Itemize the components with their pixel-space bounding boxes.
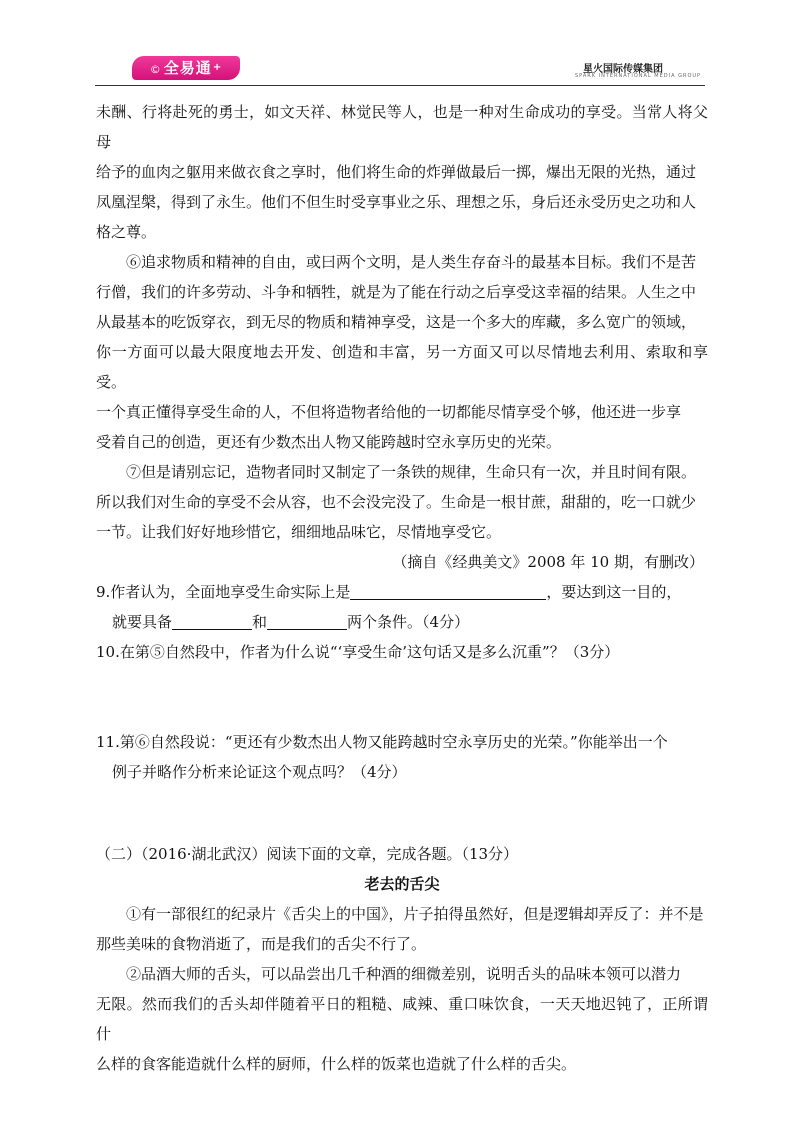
paragraph-continued [96, 97, 708, 247]
text-line: 行僧，我们的许多劳动、斗争和牺牲，就是为了能在行动之后享受这幸福的结果。人生之中 [96, 283, 697, 301]
answer-blank-3[interactable] [267, 613, 347, 630]
text-line: 么样的食客能造就什么样的厨师，什么样的饭菜也造就了什么样的舌尖。 [96, 1055, 577, 1073]
text-line: 从最基本的吃饭穿衣，到无尽的物质和精神享受，这是一个多大的库藏，多么宽广的领域， [96, 313, 697, 331]
logo-mark: © [149, 63, 162, 76]
question-9-continued [96, 607, 708, 637]
brand-logo [132, 56, 240, 80]
paragraph-2 [96, 959, 708, 1079]
question-9-text-a: 9.作者认为，全面地享受生命实际上是 [96, 583, 351, 601]
text-line: 所以我们对生命的享受不会从容，也不会没完没了。生命是一根甘蔗，甜甜的，吃一口就少 [96, 493, 697, 511]
section-2-intro: （二）（2016·湖北武汉）阅读下面的文章，完成各题。（13分） [96, 845, 519, 863]
paragraph-6 [96, 247, 708, 457]
article-title: 老去的舌尖 [364, 875, 440, 893]
answer-space-11[interactable] [96, 787, 708, 839]
publisher-subtitle: SPARK INTERNATIONAL MEDIA GROUP [575, 73, 702, 79]
header-divider [95, 85, 705, 86]
source-citation: （摘自《经典美文》2008 年 10 期，有删改） [392, 553, 704, 571]
question-9-text-d: 和 [252, 613, 268, 631]
text-line: 受着自己的创造，更还有少数杰出人物又能跨越时空永享历史的光荣。 [96, 433, 562, 451]
logo-star-icon: + [212, 62, 223, 73]
question-9-text-b: ，要达到这一目的， [546, 583, 682, 601]
question-11-continued: 例子并略作分析来论证这个观点吗？（4分） [112, 763, 407, 781]
text-line: 格之尊。 [96, 223, 157, 241]
text-line: 未酬、行将赴死的勇士，如文天祥、林觉民等人，也是一种对生命成功的享受。当常人将父母 [96, 103, 708, 151]
answer-blank-1[interactable] [350, 583, 546, 600]
question-9-text-c: 就要具备 [112, 613, 173, 631]
text-line: 一节。让我们好好地珍惜它，细细地品味它，尽情地享受它。 [96, 523, 502, 541]
paragraph-7 [96, 457, 708, 547]
text-line: 一个真正懂得享受生命的人，不但将造物者给他的一切都能尽情享受个够，他还进一步享 [96, 403, 682, 421]
question-11: 11.第⑥自然段说：“更还有少数杰出人物又能跨越时空永享历史的光荣。”你能举出一个 [96, 733, 668, 751]
question-9-text-e: 两个条件。（4分） [347, 613, 470, 631]
text-line: ①有一部很红的纪录片《舌尖上的中国》，片子拍得虽然好，但是逻辑却弄反了：并不是 [126, 905, 704, 923]
text-line: ⑦但是请别忘记，造物者同时又制定了一条铁的规律，生命只有一次，并且时间有限。 [126, 463, 697, 481]
text-line: 凤凰涅槃，得到了永生。他们不但生时受享事业之乐、理想之乐，身后还永受历史之功和人 [96, 193, 697, 211]
paragraph-1 [96, 899, 708, 959]
question-10: 10.在第⑤自然段中，作者为什么说“‘享受生命’这句话又是多么沉重”？（3分） [96, 643, 620, 661]
text-line: 你一方面可以最大限度地去开发、创造和丰富，另一方面又可以尽情地去利用、索取和享受。 [96, 343, 708, 391]
answer-blank-2[interactable] [172, 613, 252, 630]
publisher-name: 星火国际传媒集团 [583, 64, 663, 75]
page-content [96, 97, 708, 1079]
text-line: 无限。然而我们的舌头却伴随着平日的粗糙、咸辣、重口味饮食，一天天地迟钝了，正所谓什 [96, 995, 708, 1043]
text-line: 那些美味的食物消逝了，而是我们的舌尖不行了。 [96, 935, 427, 953]
answer-space-10[interactable] [96, 667, 708, 727]
text-line: 给予的血肉之躯用来做衣食之享时，他们将生命的炸弹做最后一掷，爆出无限的光热，通过 [96, 163, 697, 181]
text-line: ②品酒大师的舌头，可以品尝出几千种酒的细微差别，说明舌头的品味本领可以潜力 [126, 965, 682, 983]
page-header [0, 0, 800, 90]
logo-text: 全易通 [163, 59, 212, 77]
question-9 [96, 577, 708, 607]
text-line: ⑥追求物质和精神的自由，或曰两个文明，是人类生存奋斗的最基本目标。我们不是苦 [126, 253, 697, 271]
